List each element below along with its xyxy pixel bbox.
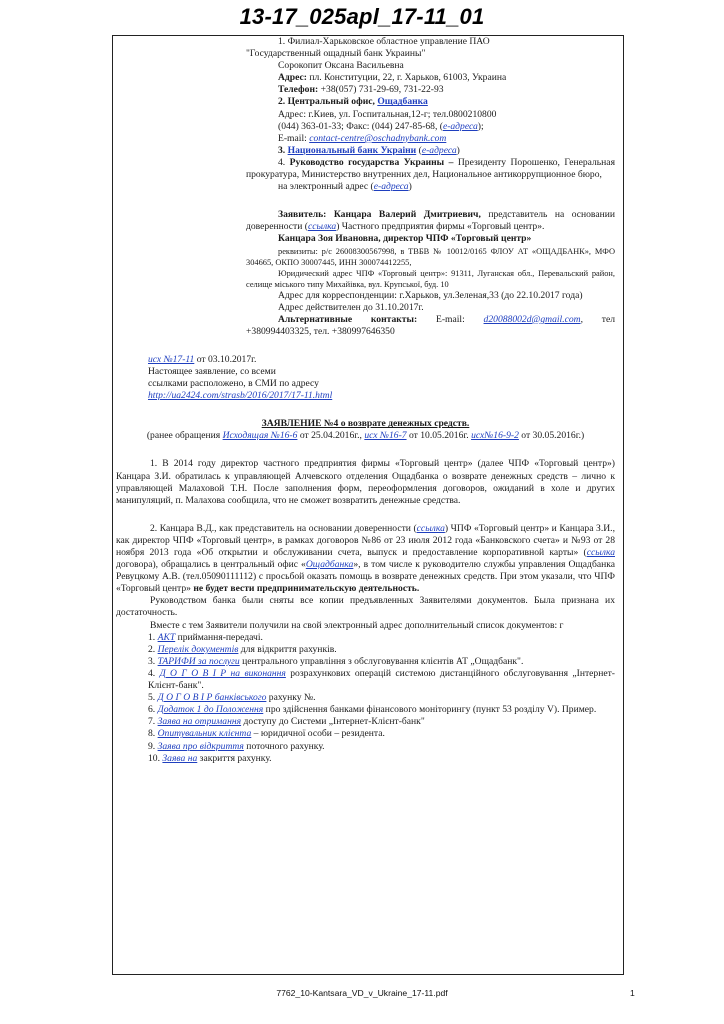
government-email-link[interactable]: е-адреса (373, 181, 409, 193)
list-item: 2. Перелік документів для відкриття рахунків. (148, 643, 337, 655)
publication-url-link[interactable]: http://ua2424.com/strasb/2016/2017/17-11.html (148, 390, 333, 402)
publication-block (116, 354, 615, 402)
footer-filename: 7762_10-Kantsara_VD_v_Ukraine_17-11.pdf (276, 988, 448, 998)
publication-url (148, 390, 615, 402)
applicant-alt-contacts: Альтернативные контакты: E-mail: d20088002d@gmail.com, тел +380994403325, тел. +380997646350 (246, 313, 615, 337)
list-item-link[interactable]: Д О Г О В І Р банківського (157, 692, 267, 704)
statement-previous-refs: (ранее обращения Исходящая №16-6 от 25.04.2016г., исх №16-7 от 10.05.2016г. исх№16-9-2 от 30.05.2016г.) (146, 430, 585, 442)
recipient-1: 1. Филиал-Харьковское областное управление ПАО (278, 36, 490, 47)
paragraph-2: 2. Канцара В.Д., как представитель на основании доверенности (ссылка) ЧПФ «Торговый центр» и Канцара З.И., как директор ЧПФ «Торговый центр», в рамках договоров №86 от 23 июля 2012 года «Банковского счета» и №93 от 28 ноября 2013 года «Об открытии и обслуживании счета, выпуск и предоставление корпоративной карты» (ссылка договора), обращались в центральный офис «Ощадбанка», в том числе к руководителю службы управления Ощадбанка Ревуцкому А.В. (тел.05090111112) с просьбой оказать помощь в возврате денежных средств. При этом указали, что ЧПФ «Торговый центр» не будет вести предпринимательскую деятельность. (116, 522, 615, 595)
recipient-2-email: E-mail: contact-centre@oschadnybank.com (278, 132, 447, 144)
page-number: 1 (630, 988, 635, 998)
paragraph-3: Руководством банка были сняты все копии предъявленных Заявителями документов. Была признана их достаточность. (116, 595, 615, 619)
document-list (116, 632, 615, 765)
statement-title: ЗАЯВЛЕНИЕ №4 о возврате денежных средств. (261, 418, 470, 430)
applicant-correspondence-address: Адрес для корреспонденции: г.Харьков, ул.Зеленая,33 (до 22.10.2017 года) (278, 289, 583, 301)
applicant-intro: Заявитель: Канцара Валерий Дмитриевич, представитель на основании доверенности (ссылка) Частного предприятия фирмы «Торговый центр». (246, 209, 615, 233)
previous-ref-16-7-link[interactable]: исх №16-7 (364, 430, 407, 442)
previous-ref-16-6-link[interactable]: Исходящая №16-6 (222, 430, 298, 442)
recipient-3: 3. Национальный банк Украіни (е-адреса) (278, 144, 460, 156)
national-bank-link[interactable]: Национальный банк Украіни (287, 144, 417, 156)
outgoing-ref: исх №17-11 от 03.10.2017г. (148, 353, 257, 365)
recipient-4: 4. Руководство государства Украины – Президенту Порошенко, Генеральная прокуратура, Министерство внутренних дел, Национальное антикоррупционное бюро, (246, 156, 615, 181)
recipient-4-email: на электронный адрес (е-адреса) (278, 181, 412, 193)
applicant-email-link[interactable]: d20088002d@gmail.com (483, 313, 581, 325)
list-item-link[interactable]: Д О Г О В І Р на виконання (159, 667, 286, 679)
list-item: 3. ТАРИФИ за послуги центрального управління з обслуговування клієнтів АТ „Ощадбанк". (148, 655, 524, 667)
list-item: 10. Заява на закриття рахунку. (148, 752, 272, 764)
paragraph-2-attorney-link[interactable]: ссылка (416, 522, 445, 534)
previous-ref-16-9-2-link[interactable]: исх№16-9-2 (471, 430, 519, 442)
publication-line-2: Настоящее заявление, со всеми (148, 365, 276, 377)
list-item-link[interactable]: Опитувальник клієнта (157, 728, 252, 740)
recipient-2-email-addresses-link[interactable]: е-адреса (442, 120, 478, 132)
power-of-attorney-link[interactable]: ссылка (307, 221, 337, 233)
recipient-2-address: Адрес: г.Киев, ул. Госпитальная,12-г; тел.0800210800 (278, 108, 497, 120)
publication-line-3: ссылками расположено, в СМИ по адресу (148, 378, 319, 390)
paragraph-1: 1. В 2014 году директор частного предприятия фирмы «Торговый центр» (далее ЧПФ «Торговый центр») Канцара З.И. обратилась к управляющей Алчевского отделения Ощадбанка о возврате денежных средств – лично к управляющей Малаховой Т.Н. После заполнения форм, переоформления договоров, ожиданий в холе и других манипуляций, п. Малахова сообщила, что не сможет возвратить денежные средства. (116, 458, 615, 506)
list-item-link[interactable]: Заява на отримання (157, 716, 242, 728)
list-item: 9. Заява про відкриття поточного рахунку. (148, 740, 325, 752)
recipient-1-phone: Телефон: +38(057) 731-29-69, 731-22-93 (278, 84, 444, 96)
document-body (116, 36, 615, 765)
list-item-link[interactable]: Заява про відкриття (157, 740, 244, 752)
list-item: 8. Опитувальник клієнта – юридичної особи – резидента. (148, 728, 385, 740)
list-item-link[interactable]: Перелік документів (157, 643, 239, 655)
list-item: 1. АКТ приймання-передачі. (148, 631, 263, 643)
recipient-2: 2. Центральный офис, Ощадбанка (278, 96, 428, 108)
list-item: 7. Заява на отримання доступу до Системи „Інтернет-Клієнт-банк" (148, 716, 425, 728)
applicant-requisites: реквизиты: р/с 26008300567998, в ТВБВ № 10012/0165 ФЛОУ АТ «ОЩАДБАНК», МФО 304665, ОКПО 30007445, ИНН 300074412255, (246, 246, 615, 267)
national-bank-email-link[interactable]: е-адреса (421, 144, 457, 156)
oschadbank-link[interactable]: Ощадбанка (377, 96, 428, 108)
list-item-link[interactable]: Додаток 1 до Положення (157, 704, 264, 716)
recipient-1-address: Адрес: пл. Конституции, 22, г. Харьков, 61003, Украина (278, 72, 507, 84)
outgoing-ref-link[interactable]: исх №17-11 (148, 353, 195, 365)
recipient-2-phones: (044) 363-01-33; Факс: (044) 247-85-68, (е-адреса); (278, 120, 484, 132)
recipient-1-bank: "Государственный ощадный банк Украины" (246, 48, 426, 60)
recipient-1-name: Сорокопит Оксана Васильевна (278, 60, 404, 72)
paragraph-2-contract-link[interactable]: ссылка (586, 547, 615, 558)
applicant-block (116, 209, 615, 338)
document-title: 13-17_025apl_17-11_01 (239, 4, 485, 29)
paragraph-2-oschadbank-link[interactable]: Ощадбанка (305, 559, 354, 571)
list-item-link[interactable]: АКТ (157, 631, 176, 643)
applicant-legal-address: Юридический адрес ЧПФ «Торговый центр»: 91311, Луганская обл., Перевальский район, селище мiського типу Михайiвка, вул. Крупської, буд. 10 (246, 268, 615, 289)
list-item: 5. Д О Г О В І Р банківського рахунку №. (148, 692, 316, 704)
contact-centre-email-link[interactable]: contact-centre@oschadnybank.com (309, 132, 447, 144)
recipients-block (116, 36, 615, 193)
applicant-director: Канцара Зоя Ивановна, директор ЧПФ «Торговый центр» (278, 233, 532, 245)
list-item: 6. Додаток 1 до Положення про здійснення банками фінансового моніторингу (пункт 53 розділу V). Пример. (148, 704, 597, 716)
paragraph-4: Вместе с тем Заявители получили на свой электронный адрес дополнительный список документов: г (150, 619, 564, 631)
list-item-link[interactable]: Заява на (162, 752, 198, 764)
list-item: 4. Д О Г О В І Р на виконання розрахункових операцій системою дистанційного обслуговування „Інтернет-Клієнт-банк". (148, 667, 615, 692)
applicant-address-valid: Адрес действителен до 31.10.2017г. (278, 301, 424, 313)
list-item-link[interactable]: ТАРИФИ за послуги (157, 655, 240, 667)
